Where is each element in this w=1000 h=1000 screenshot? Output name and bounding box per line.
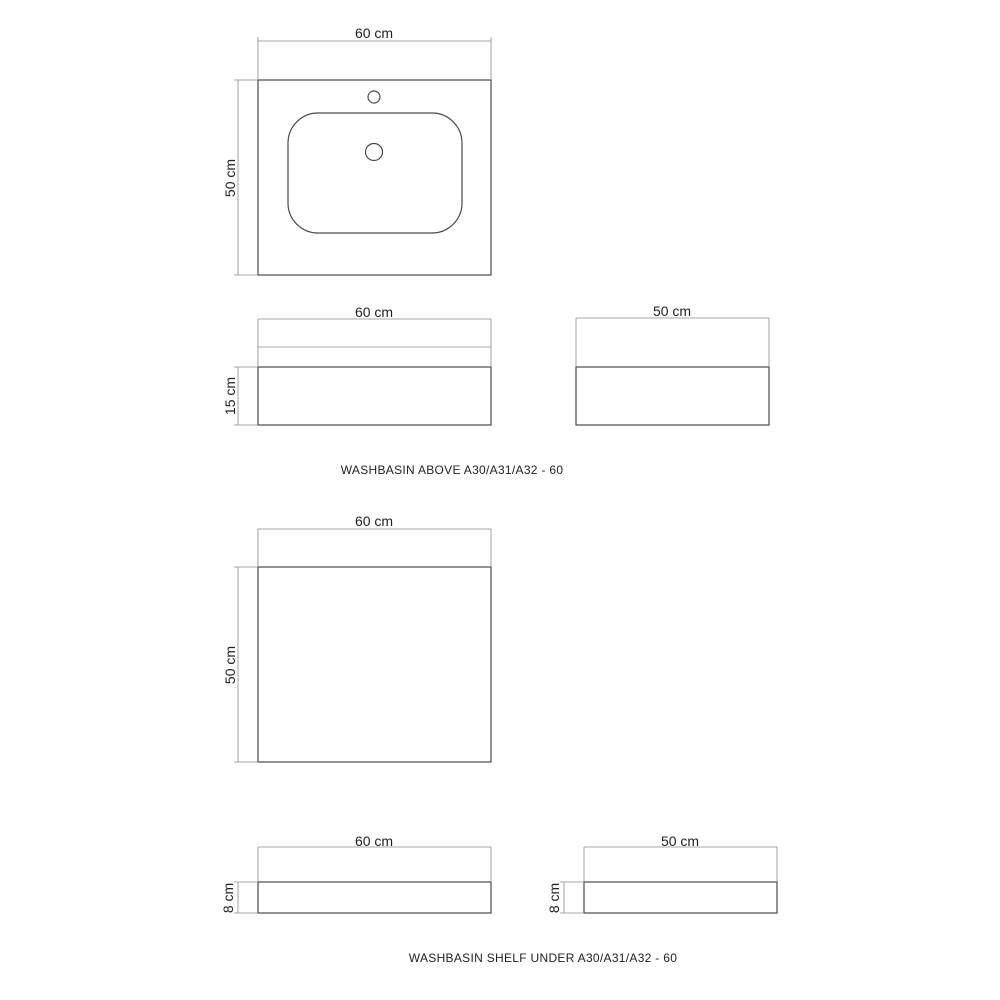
above-side-outline [576,367,769,425]
shelf-side-height-label: 8 cm [546,882,562,914]
above-side-width-dimension [576,303,769,367]
above-top-view [222,25,491,275]
caption-washbasin-above: WASHBASIN ABOVE A30/A31/A32 - 60 [340,463,564,477]
caption-washbasin-shelf: WASHBASIN SHELF UNDER A30/A31/A32 - 60 [408,951,678,965]
shelf-top-width-label: 60 cm [354,513,394,529]
shelf-top-view [222,513,491,762]
shelf-front-width-dimension [258,833,491,882]
shelf-top-depth-label: 50 cm [222,645,238,685]
shelf-side-view [546,833,777,913]
above-top-depth-dimension [222,80,258,275]
above-side-width-label: 50 cm [652,303,692,319]
shelf-side-height-dimension [546,882,584,913]
shelf-top-width-dimension [258,513,491,567]
above-top-width-label: 60 cm [354,25,394,41]
above-side-view [576,303,769,425]
shelf-front-height-label: 8 cm [220,882,236,914]
basin-bowl [288,113,462,233]
shelf-front-view [220,833,491,913]
above-front-view [222,304,491,425]
above-front-width-dimension [258,304,491,320]
shelf-front-width-label: 60 cm [354,833,394,849]
above-front-outline [258,367,491,425]
above-top-depth-label: 50 cm [222,158,238,198]
shelf-side-width-dimension [584,833,777,882]
shelf-side-width-label: 50 cm [660,833,700,849]
above-front-width-label: 60 cm [354,304,394,320]
tap-hole [368,91,380,103]
shelf-top-depth-dimension [222,567,258,762]
shelf-front-outline [258,882,491,913]
above-top-outline [258,80,491,275]
shelf-front-height-dimension [220,882,258,913]
shelf-side-outline [584,882,777,913]
drain-hole [366,144,383,161]
above-front-height-label: 15 cm [222,376,238,416]
shelf-top-outline [258,567,491,762]
above-front-height-dimension [222,367,258,425]
above-top-width-dimension [258,25,491,80]
